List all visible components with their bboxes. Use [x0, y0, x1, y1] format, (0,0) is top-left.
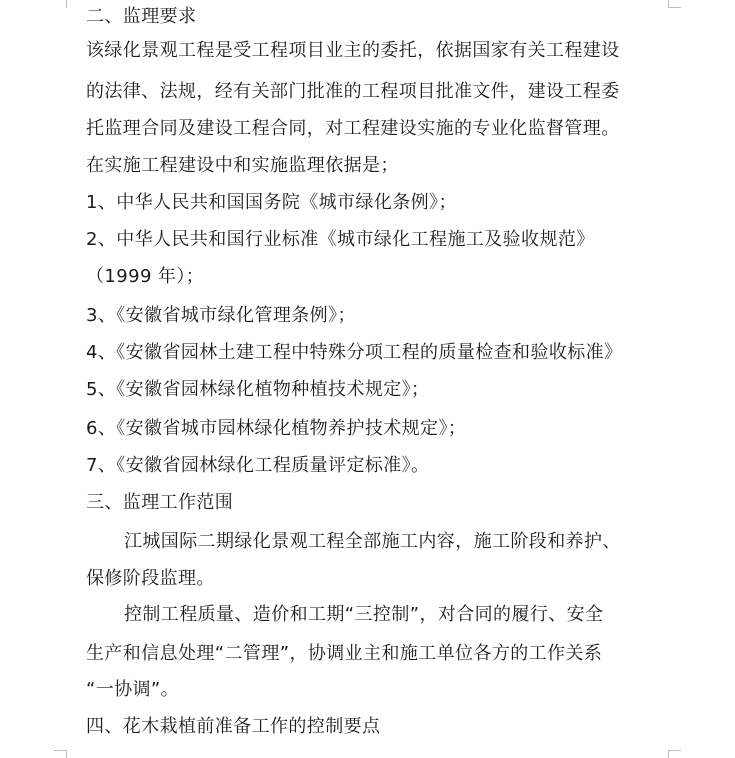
- list-item-7: 7、《安徽省园林绿化工程质量评定标准》。: [86, 455, 430, 476]
- list-item-4: 4、《安徽省园林土建工程中特殊分项工程的质量检查和验收标准》: [86, 342, 623, 363]
- list-item-3: 3、《安徽省城市绿化管理条例》；: [86, 305, 356, 326]
- crop-mark-bottom-left-vertical: [66, 750, 67, 758]
- crop-mark-top-left-vertical: [66, 0, 67, 8]
- paragraph-line: 生产和信息处理“二管理”，协调业主和施工单位各方的工作关系: [86, 643, 603, 664]
- list-item-6: 6、《安徽省城市园林绿化植物养护技术规定》；: [86, 418, 467, 439]
- paragraph-line: 托监理合同及建设工程合同，对工程建设实施的专业化监督管理。: [86, 118, 620, 139]
- crop-mark-top-right-horizontal: [669, 7, 681, 8]
- list-item-5: 5、《安徽省园林绿化植物种植技术规定》；: [86, 379, 430, 400]
- list-item-2: 2、中华人民共和国行业标准《城市绿化工程施工及验收规范》: [86, 229, 595, 250]
- paragraph-line: 在实施工程建设中和实施监理依据是；: [86, 155, 399, 176]
- list-item-1: 1、中华人民共和国国务院《城市绿化条例》；: [86, 192, 457, 213]
- crop-mark-bottom-right-horizontal: [669, 750, 681, 751]
- section-heading-supervision-scope: 三、监理工作范围: [86, 492, 234, 513]
- section-heading-supervision-requirements: 二、监理要求: [86, 6, 197, 27]
- section-heading-pre-planting-control: 四、花木栽植前准备工作的控制要点: [86, 716, 381, 737]
- paragraph-line-indented: 江城国际二期绿化景观工程全部施工内容，施工阶段和养护、: [124, 531, 621, 552]
- paragraph-line: 的法律、法规，经有关部门批准的工程项目批准文件，建设工程委: [86, 81, 620, 102]
- crop-mark-bottom-right-vertical: [668, 750, 669, 758]
- paragraph-line: 该绿化景观工程是受工程项目业主的委托，依据国家有关工程建设: [86, 40, 620, 61]
- list-item-2-continuation: （1999 年）；: [86, 266, 205, 287]
- paragraph-line: “一协调”。: [86, 679, 180, 700]
- paragraph-line-indented: 控制工程质量、造价和工期“三控制”，对合同的履行、安全: [124, 604, 604, 625]
- crop-mark-bottom-left-horizontal: [54, 750, 66, 751]
- paragraph-line: 保修阶段监理。: [86, 568, 215, 589]
